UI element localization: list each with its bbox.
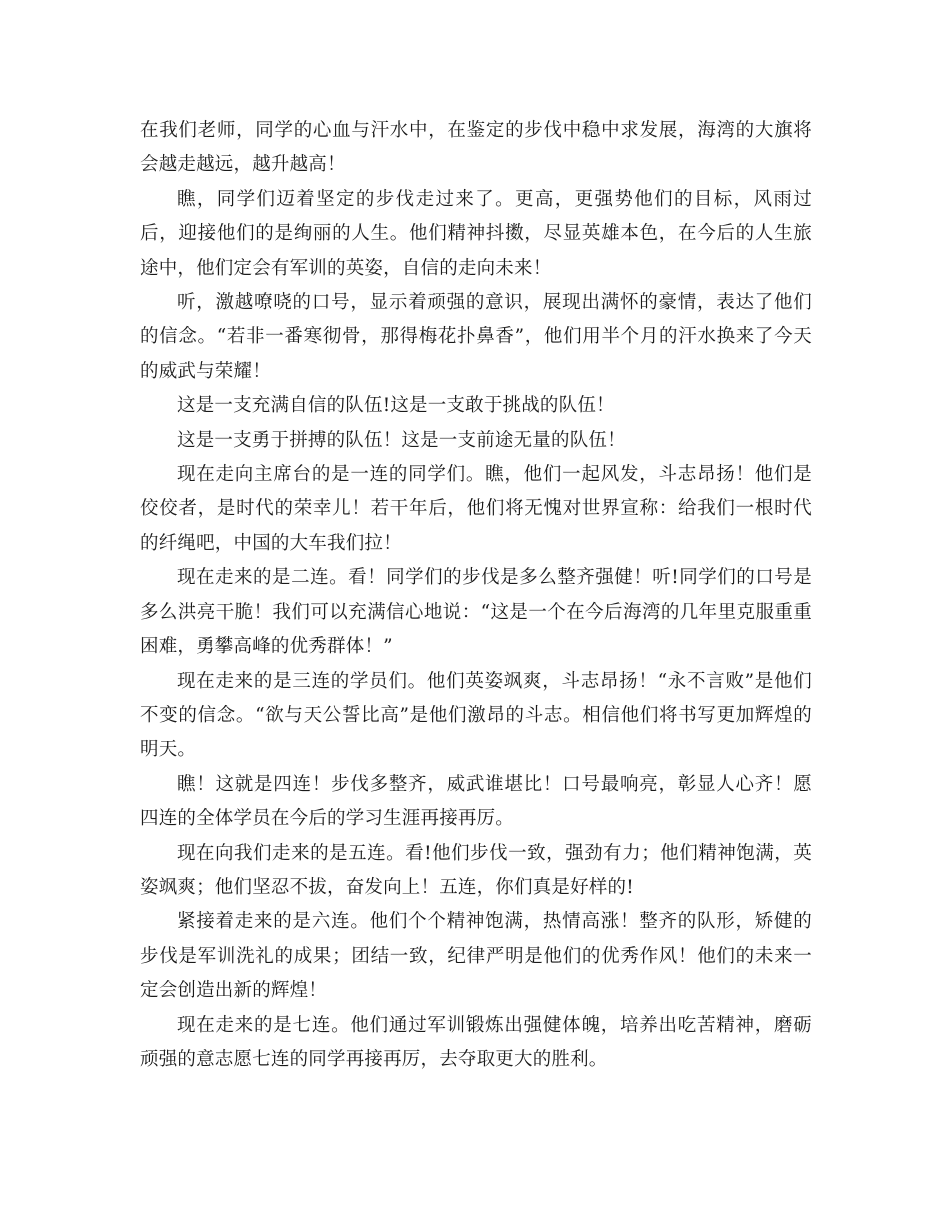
document-body (140, 114, 812, 1077)
paragraph: 现在走来的是七连。他们通过军训锻炼出强健体魄，培养出吃苦精神，磨砺顽强的意志愿七连的同学再接再厉，去夺取更大的胜利。 (140, 1014, 812, 1070)
paragraph: 瞧，同学们迈着坚定的步伐走过来了。更高，更强势他们的目标，风雨过后，迎接他们的是绚丽的人生。他们精神抖擞，尽显英雄本色，在今后的人生旅途中，他们定会有军训的英姿，自信的走向未来！ (140, 188, 812, 279)
paragraph: 听，激越嘹哓的口号，显示着顽强的意识，展现出满怀的豪情，表达了他们的信念。“若非一番寒彻骨，那得梅花扑鼻香”，他们用半个月的汗水换来了今天的威武与荣耀！ (140, 292, 812, 382)
paragraph: 瞧！这就是四连！步伐多整齐，威武谁堪比！口号最响亮，彰显人心齐！愿四连的全体学员在今后的学习生涯再接再厉。 (140, 773, 812, 830)
paragraph: 现在走来的是三连的学员们。他们英姿飒爽，斗志昂扬！“永不言败”是他们不变的信念。“欲与天公誓比高”是他们激昂的斗志。相信他们将书写更加辉煌的明天。 (140, 670, 812, 761)
paragraph: 这是一支勇于拼搏的队伍！这是一支前途无量的队伍！ (177, 429, 626, 451)
paragraph: 现在走向主席台的是一连的同学们。瞧，他们一起风发，斗志昂扬！他们是佼佼者，是时代的荣幸儿！若干年后，他们将无愧对世界宣称：给我们一根时代的纤绳吧，中国的大车我们拉！ (140, 464, 812, 554)
paragraph: 现在走来的是二连。看！同学们的步伐是多么整齐强健！听!同学们的口号是多么洪亮干脆！我们可以充满信心地说：“这是一个在今后海湾的几年里克服重重困难，勇攀高峰的优秀群体！” (140, 567, 812, 658)
paragraph: 这是一支充满自信的队伍!这是一支敢于挑战的队伍！ (177, 395, 615, 417)
paragraph: 紧接着走来的是六连。他们个个精神饱满，热情高涨！整齐的队形，矫健的步伐是军训洗礼的成果；团结一致，纪律严明是他们的优秀作风！他们的未来一定会创造出新的辉煌！ (140, 911, 812, 1002)
paragraph: 在我们老师，同学的心血与汗水中，在鉴定的步伐中稳中求发展，海湾的大旗将会越走越远，越升越高！ (140, 120, 812, 176)
paragraph: 现在向我们走来的是五连。看!他们步伐一致，强劲有力；他们精神饱满，英姿飒爽；他们坚忍不拔，奋发向上！五连，你们真是好样的! (140, 842, 812, 898)
